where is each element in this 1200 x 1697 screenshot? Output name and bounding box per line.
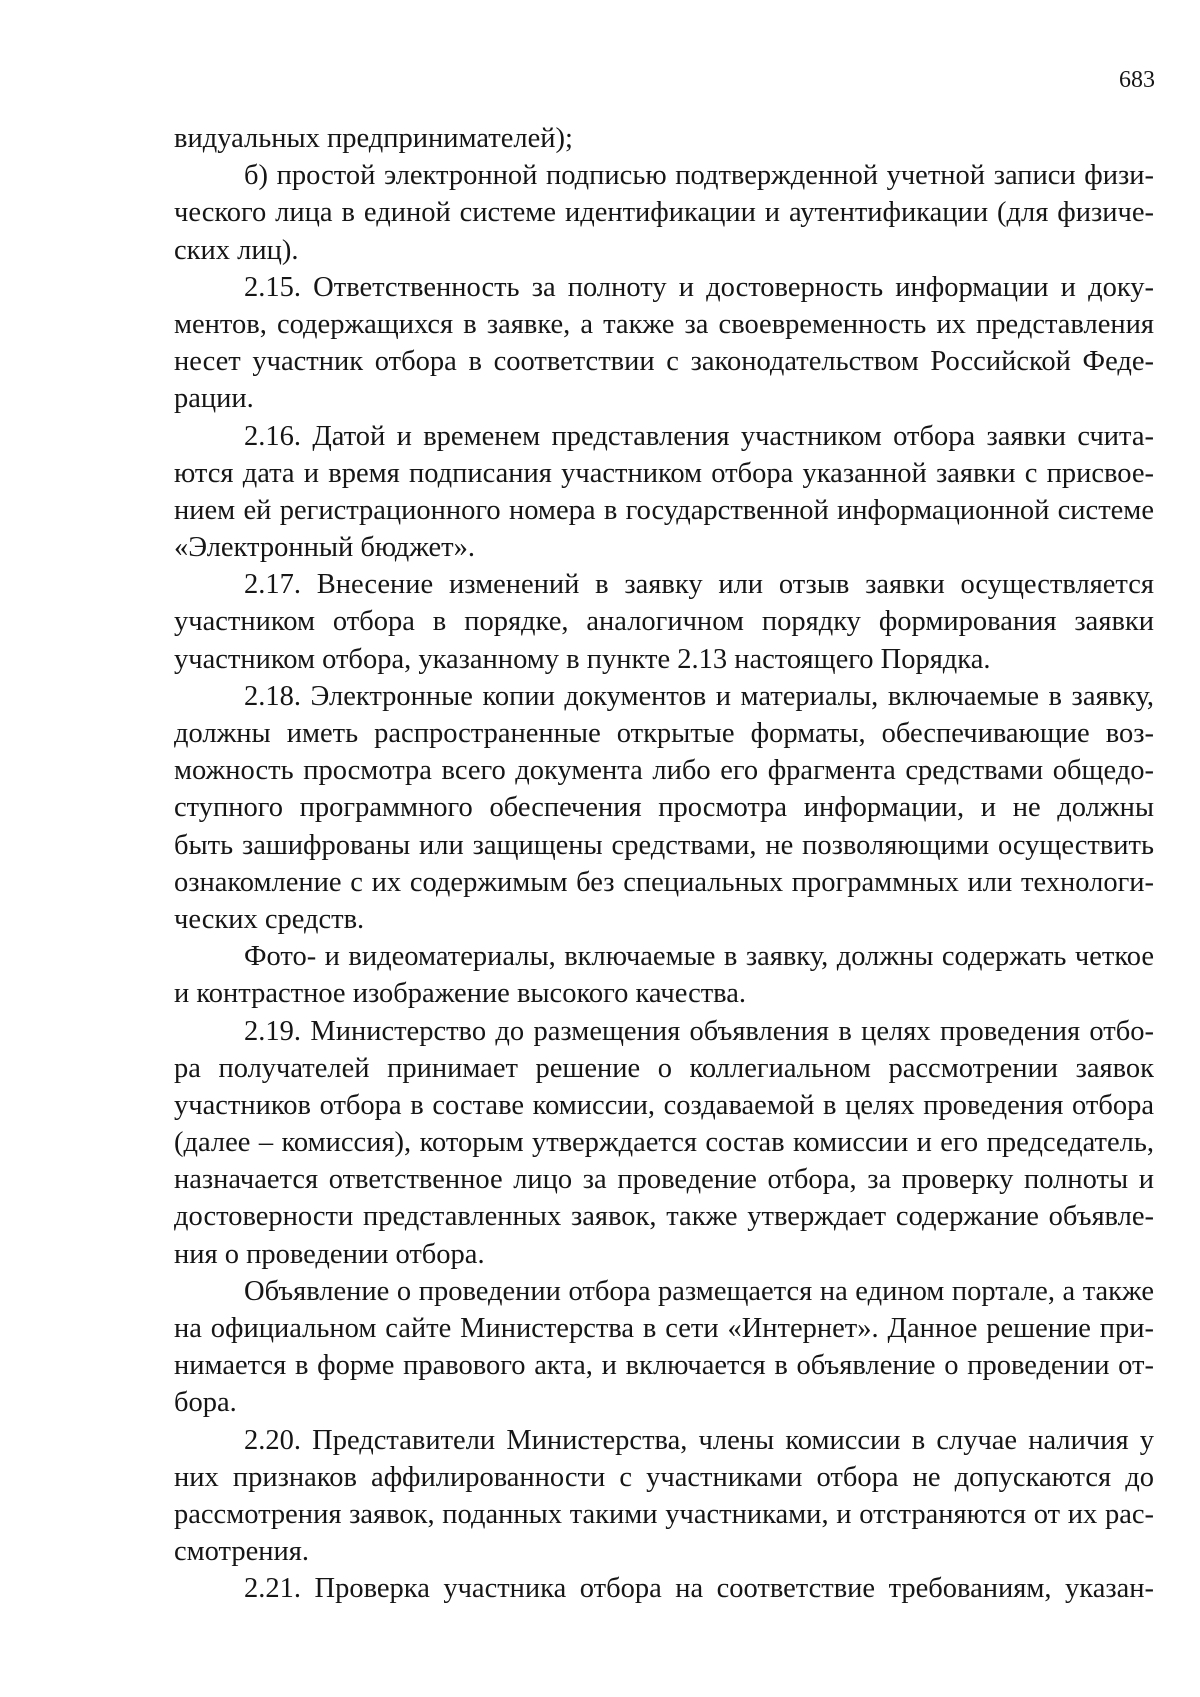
- text-line: и контрастное изображение высокого качества.: [174, 978, 747, 1010]
- text-line: 2.18. Электронные копии документов и материалы, включаемые в заявку,: [244, 680, 1154, 712]
- text-line: нимается в форме правового акта, и включается в объявление о проведении от-: [174, 1350, 1154, 1382]
- text-line: рации.: [174, 383, 254, 415]
- text-line: 2.20. Представители Министерства, члены комиссии в случае наличия у: [244, 1424, 1154, 1456]
- text-line: назначается ответственное лицо за проведение отбора, за проверку полноты и: [174, 1164, 1154, 1196]
- text-line: ния о проведении отбора.: [174, 1238, 485, 1270]
- text-line: ются дата и время подписания участником отбора указанной заявки с присвое-: [174, 457, 1154, 489]
- page-number: 683: [1119, 67, 1155, 93]
- text-line: 2.21. Проверка участника отбора на соответствие требованиям, указан-: [244, 1573, 1154, 1605]
- text-line: ступного программного обеспечения просмотра информации, и не должны: [174, 792, 1154, 824]
- text-line: видуальных предпринимателей);: [174, 123, 573, 154]
- text-line: ческих средств.: [174, 903, 365, 935]
- text-line: несет участник отбора в соответствии с законодательством Российской Феде-: [174, 346, 1154, 378]
- text-line: достоверности представленных заявок, также утверждает содержание объявле-: [174, 1201, 1154, 1233]
- text-line: быть зашифрованы или защищены средствами, не позволяющими осуществить: [174, 829, 1154, 861]
- text-line: Фото- и видеоматериалы, включаемые в заявку, должны содержать четкое: [244, 941, 1154, 973]
- text-line: «Электронный бюджет».: [174, 532, 476, 564]
- text-line: смотрения.: [174, 1536, 309, 1568]
- text-line: нием ей регистрационного номера в государственной информационной системе: [174, 494, 1154, 526]
- text-line: ментов, содержащихся в заявке, а также за своевременность их представления: [174, 308, 1154, 340]
- text-line: Объявление о проведении отбора размещается на едином портале, а также: [244, 1275, 1154, 1307]
- text-line: можность просмотра всего документа либо его фрагмента средствами общедо-: [174, 755, 1154, 787]
- text-line: (далее – комиссия), которым утверждается состав комиссии и его председатель,: [174, 1127, 1154, 1159]
- text-line: б) простой электронной подписью подтвержденной учетной записи физи-: [244, 160, 1154, 192]
- text-line: 2.15. Ответственность за полноту и достоверность информации и доку-: [244, 271, 1154, 303]
- text-line: участником отбора в порядке, аналогичном порядку формирования заявки: [174, 606, 1154, 638]
- text-line: должны иметь распространенные открытые форматы, обеспечивающие воз-: [174, 718, 1154, 749]
- document-body: [174, 120, 1154, 1608]
- text-line: участников отбора в составе комиссии, создаваемой в целях проведения отбора: [174, 1089, 1154, 1121]
- text-line: рассмотрения заявок, поданных такими участниками, и отстраняются от их рас-: [174, 1498, 1154, 1530]
- text-line: 2.16. Датой и временем представления участником отбора заявки счита-: [244, 420, 1154, 452]
- text-line: ских лиц).: [174, 234, 299, 266]
- text-line: 2.19. Министерство до размещения объявления в целях проведения отбо-: [244, 1015, 1154, 1047]
- text-line: ра получателей принимает решение о коллегиальном рассмотрении заявок: [174, 1052, 1154, 1084]
- text-line: них признаков аффилированности с участниками отбора не допускаются до: [174, 1461, 1154, 1493]
- text-line: 2.17. Внесение изменений в заявку или отзыв заявки осуществляется: [244, 569, 1154, 601]
- text-line: ознакомление с их содержимым без специальных программных или технологи-: [174, 866, 1154, 898]
- text-line: ческого лица в единой системе идентификации и аутентификации (для физиче-: [174, 197, 1154, 229]
- text-line: участником отбора, указанному в пункте 2.13 настоящего Порядка.: [174, 643, 991, 675]
- text-line: на официальном сайте Министерства в сети «Интернет». Данное решение при-: [174, 1313, 1154, 1344]
- text-line: бора.: [174, 1387, 237, 1419]
